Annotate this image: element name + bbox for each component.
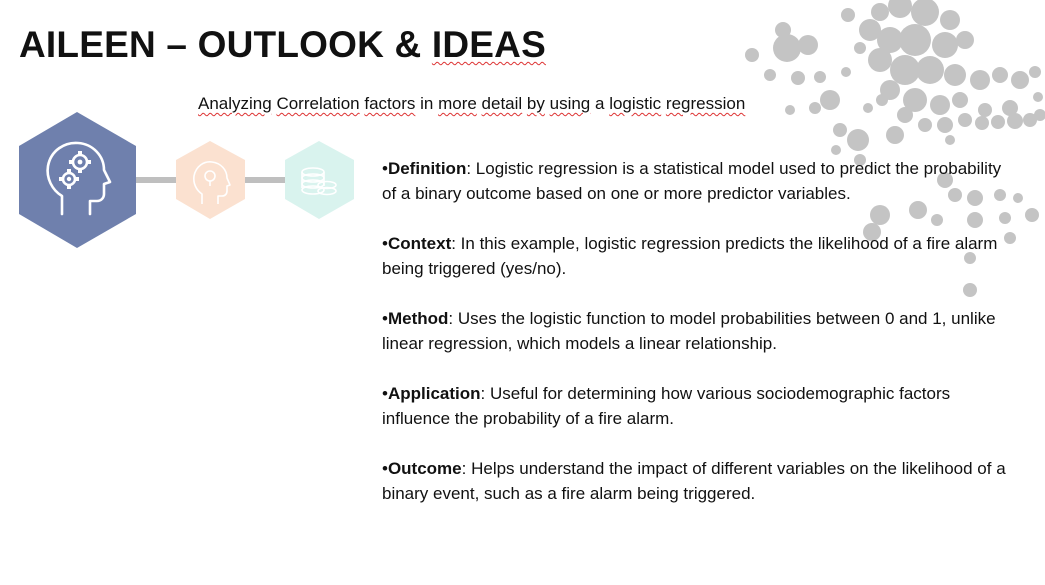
- slide-title: [19, 24, 546, 66]
- bullet-application: [382, 381, 1012, 431]
- bullet-list: [382, 156, 1012, 531]
- title-prefix: AILEEN – OUTLOOK &: [19, 24, 432, 65]
- bullet-mark: •: [382, 309, 388, 328]
- lightbulb-head-icon: [176, 141, 245, 219]
- bullet-mark: •: [382, 384, 388, 403]
- bullet-method: [382, 306, 1012, 356]
- subtitle-word: logistic: [609, 94, 662, 113]
- subtitle-word: a: [595, 94, 605, 113]
- title-ideas: IDEAS: [431, 24, 546, 65]
- bullet-outcome: [382, 456, 1012, 506]
- subtitle-word: in: [420, 94, 434, 113]
- coins-icon: [285, 141, 354, 219]
- subtitle-word: more: [438, 94, 477, 113]
- bullet-definition: [382, 156, 1012, 206]
- bullet-text: : In this example, logistic regression predicts the likelihood of a fire alarm being triggered (yes/no).: [382, 234, 998, 278]
- bullet-label: Definition: [387, 159, 467, 178]
- subtitle-word: detail: [481, 94, 523, 113]
- bullet-label: Context: [387, 234, 452, 253]
- slide-subtitle: [198, 94, 745, 114]
- subtitle-word: Correlation: [276, 94, 360, 113]
- bullet-label: Outcome: [387, 459, 462, 478]
- bullet-text: : Uses the logistic function to model probabilities between 0 and 1, unlike linear regression, which models a linear relationship.: [382, 309, 996, 353]
- subtitle-word: using: [549, 94, 591, 113]
- bullet-text: : Helps understand the impact of different variables on the likelihood of a binary event, such as a fire alarm being triggered.: [382, 459, 1006, 503]
- bullet-label: Method: [387, 309, 449, 328]
- head-gears-icon: [19, 112, 136, 248]
- bullet-label: Application: [387, 384, 481, 403]
- subtitle-word: regression: [665, 94, 746, 113]
- bullet-text: : Useful for determining how various sociodemographic factors influence the probability of a fire alarm.: [382, 384, 951, 428]
- bullet-mark: •: [382, 459, 388, 478]
- subtitle-word: by: [526, 94, 545, 113]
- bullet-mark: •: [382, 234, 388, 253]
- subtitle-word: factors: [364, 94, 416, 113]
- subtitle-word: Analyzing: [198, 94, 272, 113]
- bullet-text: : Logistic regression is a statistical model used to predict the probability of a binary outcome based on one or more predictor variables.: [382, 159, 1002, 203]
- bullet-context: [382, 231, 1012, 281]
- bullet-mark: •: [382, 159, 388, 178]
